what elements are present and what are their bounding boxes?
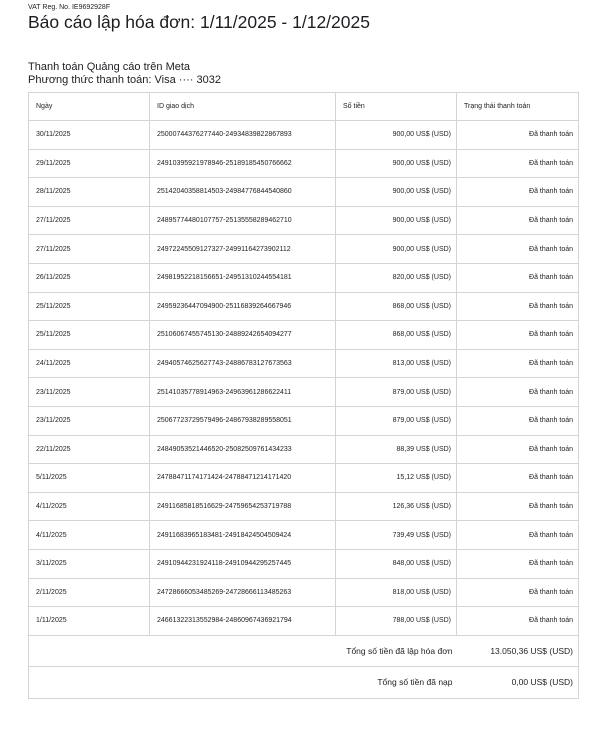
total-funded-row [29, 667, 579, 699]
table-row [29, 178, 579, 207]
cell-date: 4/11/2025 [29, 521, 150, 550]
cell-payment-status: Đã thanh toán [457, 464, 579, 493]
table-row [29, 149, 579, 178]
cell-transaction-id: 24895774480107757-25135558289462710 [150, 206, 336, 235]
cell-date: 23/11/2025 [29, 406, 150, 435]
cell-amount: 900,00 US$ (USD) [336, 178, 457, 207]
cell-payment-status: Đã thanh toán [457, 607, 579, 636]
table-header-row [29, 93, 579, 121]
cell-amount: 900,00 US$ (USD) [336, 235, 457, 264]
total-billed-value: 13.050,36 US$ (USD) [457, 635, 579, 667]
cell-transaction-id: 25067723729579496-24867938289558051 [150, 406, 336, 435]
cell-transaction-id: 24959236447094900-25116839264667946 [150, 292, 336, 321]
cell-transaction-id: 24981952218156651-24951310244554181 [150, 263, 336, 292]
cell-date: 2/11/2025 [29, 578, 150, 607]
cell-amount: 879,00 US$ (USD) [336, 378, 457, 407]
table-row [29, 549, 579, 578]
cell-transaction-id: 24940574625627743-24886783127673563 [150, 349, 336, 378]
cell-amount: 900,00 US$ (USD) [336, 149, 457, 178]
page-title: Báo cáo lập hóa đơn: 1/11/2025 - 1/12/2025 [28, 12, 370, 32]
cell-transaction-id: 24910944231924118-24910944295257445 [150, 549, 336, 578]
cell-date: 27/11/2025 [29, 235, 150, 264]
cell-transaction-id: 24910395921978946-25189185450766662 [150, 149, 336, 178]
cell-payment-status: Đã thanh toán [457, 149, 579, 178]
table-body [29, 121, 579, 636]
table-row [29, 378, 579, 407]
cell-date: 23/11/2025 [29, 378, 150, 407]
cell-transaction-id: 25106067455745130-24889242654094277 [150, 321, 336, 350]
report-subtitle: Thanh toán Quảng cáo trên Meta [28, 61, 191, 73]
cell-date: 3/11/2025 [29, 549, 150, 578]
table-row [29, 521, 579, 550]
cell-amount: 739,49 US$ (USD) [336, 521, 457, 550]
cell-date: 28/11/2025 [29, 178, 150, 207]
cell-date: 25/11/2025 [29, 292, 150, 321]
cell-payment-status: Đã thanh toán [457, 121, 579, 150]
cell-date: 5/11/2025 [29, 464, 150, 493]
table-row [29, 349, 579, 378]
cell-transaction-id: 25142040358814503-24984776844540860 [150, 178, 336, 207]
table-row [29, 121, 579, 150]
cell-transaction-id: 24788471174171424-24788471214171420 [150, 464, 336, 493]
cell-amount: 813,00 US$ (USD) [336, 349, 457, 378]
cell-amount: 868,00 US$ (USD) [336, 321, 457, 350]
cell-transaction-id: 25000744376277440-24934839822867893 [150, 121, 336, 150]
cell-transaction-id: 24911685818516629-24759654253719788 [150, 492, 336, 521]
cell-payment-status: Đã thanh toán [457, 235, 579, 264]
cell-transaction-id: 24661322313552984-24860967436921794 [150, 607, 336, 636]
cell-amount: 868,00 US$ (USD) [336, 292, 457, 321]
cell-payment-status: Đã thanh toán [457, 521, 579, 550]
table-row [29, 235, 579, 264]
cell-transaction-id: 25141035778914963-24963961286622411 [150, 378, 336, 407]
cell-transaction-id: 24849053521446520-25082509761434233 [150, 435, 336, 464]
cell-payment-status: Đã thanh toán [457, 378, 579, 407]
cell-date: 25/11/2025 [29, 321, 150, 350]
table-row [29, 292, 579, 321]
cell-date: 24/11/2025 [29, 349, 150, 378]
cell-payment-status: Đã thanh toán [457, 263, 579, 292]
cell-date: 22/11/2025 [29, 435, 150, 464]
cell-transaction-id: 24911683965183481-24918424504509424 [150, 521, 336, 550]
table-row [29, 464, 579, 493]
cell-date: 4/11/2025 [29, 492, 150, 521]
cell-transaction-id: 24728666053485269-24728666113485263 [150, 578, 336, 607]
table-row [29, 492, 579, 521]
column-header-amount: Số tiền [336, 93, 457, 121]
cell-date: 26/11/2025 [29, 263, 150, 292]
total-billed-spacer [29, 635, 336, 667]
cell-amount: 126,36 US$ (USD) [336, 492, 457, 521]
cell-amount: 879,00 US$ (USD) [336, 406, 457, 435]
table-row [29, 263, 579, 292]
cell-date: 29/11/2025 [29, 149, 150, 178]
cell-payment-status: Đã thanh toán [457, 206, 579, 235]
cell-amount: 900,00 US$ (USD) [336, 206, 457, 235]
cell-payment-status: Đã thanh toán [457, 578, 579, 607]
total-funded-label: Tổng số tiền đã nạp [336, 667, 457, 699]
table-row [29, 578, 579, 607]
column-header-date: Ngày [29, 93, 150, 121]
table-row [29, 206, 579, 235]
cell-payment-status: Đã thanh toán [457, 292, 579, 321]
cell-payment-status: Đã thanh toán [457, 349, 579, 378]
table-row [29, 607, 579, 636]
cell-amount: 88,39 US$ (USD) [336, 435, 457, 464]
table-row [29, 435, 579, 464]
cell-payment-status: Đã thanh toán [457, 549, 579, 578]
total-billed-row [29, 635, 579, 667]
cell-transaction-id: 24972245509127327-24991164273902112 [150, 235, 336, 264]
cell-payment-status: Đã thanh toán [457, 492, 579, 521]
payment-method: Phương thức thanh toán: Visa ···· 3032 [28, 74, 221, 86]
cell-date: 27/11/2025 [29, 206, 150, 235]
cell-amount: 15,12 US$ (USD) [336, 464, 457, 493]
cell-amount: 788,00 US$ (USD) [336, 607, 457, 636]
cell-payment-status: Đã thanh toán [457, 406, 579, 435]
vat-reg-number: VAT Reg. No. IE9692928F [28, 4, 111, 11]
cell-date: 30/11/2025 [29, 121, 150, 150]
table-row [29, 406, 579, 435]
table-row [29, 321, 579, 350]
cell-date: 1/11/2025 [29, 607, 150, 636]
cell-payment-status: Đã thanh toán [457, 178, 579, 207]
cell-amount: 818,00 US$ (USD) [336, 578, 457, 607]
cell-amount: 900,00 US$ (USD) [336, 121, 457, 150]
cell-amount: 820,00 US$ (USD) [336, 263, 457, 292]
cell-payment-status: Đã thanh toán [457, 321, 579, 350]
cell-payment-status: Đã thanh toán [457, 435, 579, 464]
cell-amount: 848,00 US$ (USD) [336, 549, 457, 578]
column-header-payment-status: Trạng thái thanh toán [457, 93, 579, 121]
total-funded-value: 0,00 US$ (USD) [457, 667, 579, 699]
total-billed-label: Tổng số tiền đã lập hóa đơn [336, 635, 457, 667]
total-funded-spacer [29, 667, 336, 699]
column-header-transaction-id: ID giao dịch [150, 93, 336, 121]
billing-table [28, 92, 579, 699]
